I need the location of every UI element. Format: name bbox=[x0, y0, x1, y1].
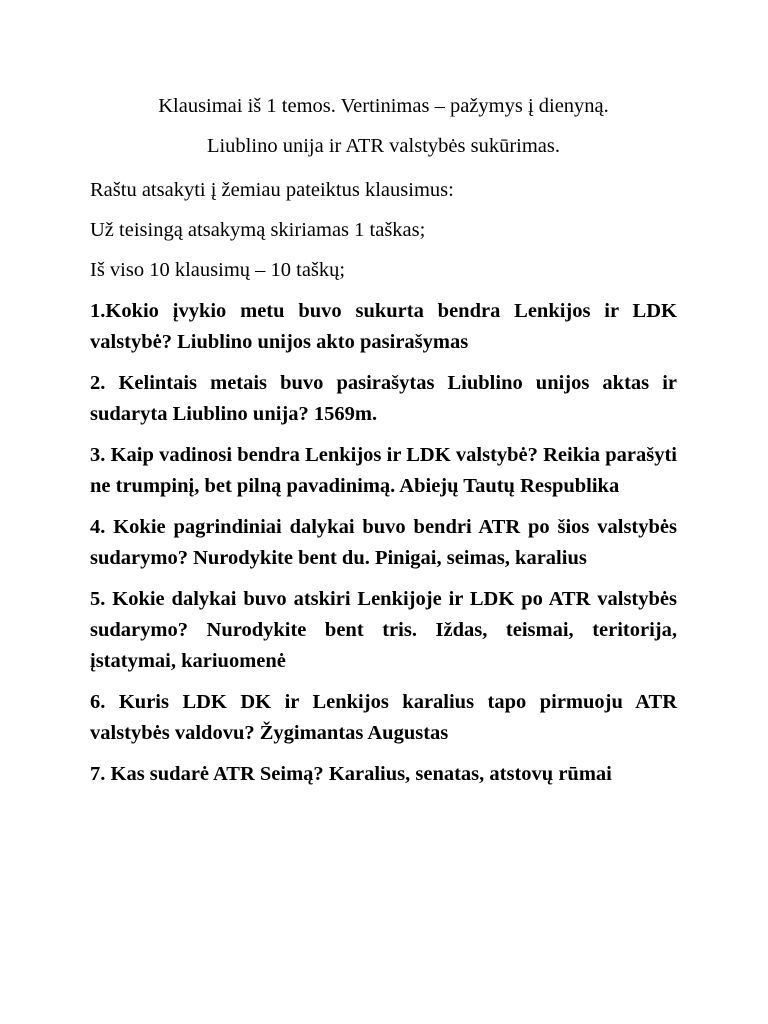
question-text: Kuris LDK DK ir Lenkijos karalius tapo pirmuoju ATR valstybės valdovu? bbox=[90, 691, 677, 744]
instruction-line: Raštu atsakyti į žemiau pateiktus klausimus: bbox=[90, 179, 454, 201]
question-number: 7. bbox=[90, 763, 106, 785]
question-answer: Iždas, teismai, teritorija, įstatymai, kariuomenė bbox=[90, 619, 678, 672]
question-answer: Žygimantas Augustas bbox=[259, 722, 449, 744]
document-title: Klausimai iš 1 temos. Vertinimas – pažymys į dienyną. bbox=[158, 95, 609, 117]
document-subtitle: Liublino unija ir ATR valstybės sukūrimas. bbox=[206, 135, 561, 157]
question-answer: 1569m. bbox=[313, 403, 378, 425]
instruction-line: Už teisingą atsakymą skiriamas 1 taškas; bbox=[90, 219, 426, 241]
question-text: Kokio įvykio metu buvo sukurta bendra Lenkijos ir LDK valstybė? bbox=[90, 300, 677, 353]
question-number: 5. bbox=[90, 588, 106, 610]
question-text: Kaip vadinosi bendra Lenkijos ir LDK valstybė? Reikia parašyti ne trumpinį, bet pilną pavadinimą. bbox=[90, 444, 678, 497]
question-item bbox=[90, 584, 677, 677]
question-answer: Abiejų Tautų Respublika bbox=[399, 475, 620, 497]
question-item bbox=[90, 512, 677, 574]
question-item bbox=[90, 687, 677, 749]
question-text: Kas sudarė ATR Seimą? bbox=[110, 763, 324, 785]
question-item bbox=[90, 759, 677, 790]
question-number: 1. bbox=[90, 300, 106, 322]
question-number: 6. bbox=[90, 691, 106, 713]
question-answer: Pinigai, seimas, karalius bbox=[374, 547, 587, 569]
instruction-line: Iš viso 10 klausimų – 10 taškų; bbox=[90, 259, 346, 281]
question-item bbox=[90, 440, 677, 502]
question-text: Kokie pagrindiniai dalykai buvo bendri ATR po šios valstybės sudarymo? Nurodykite bent du. bbox=[90, 516, 677, 569]
question-item bbox=[90, 368, 677, 430]
question-answer: Liublino unijos akto pasirašymas bbox=[177, 331, 469, 353]
question-text: Kokie dalykai buvo atskiri Lenkijoje ir LDK po ATR valstybės sudarymo? Nurodykite bent tris. bbox=[90, 588, 677, 641]
question-number: 2. bbox=[90, 372, 106, 394]
question-item bbox=[90, 296, 677, 358]
question-number: 3. bbox=[90, 444, 106, 466]
question-text: Kelintais metais buvo pasirašytas Liublino unijos aktas ir sudaryta Liublino unija? bbox=[90, 372, 677, 425]
question-answer: Karalius, senatas, atstovų rūmai bbox=[328, 763, 612, 785]
question-number: 4. bbox=[90, 516, 106, 538]
